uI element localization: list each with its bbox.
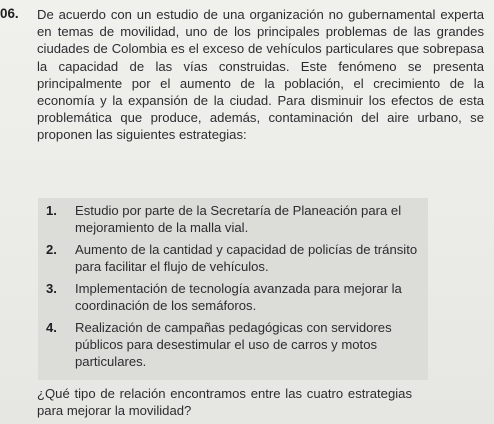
strategy-text: Aumento de la cantidad y capacidad de policías de tránsito para facilitar el flujo de vehículos.	[75, 242, 418, 274]
strategy-text: Realización de campañas pedagógicas con servidores públicos para desestimular el uso de carros y motos particulares.	[75, 320, 392, 369]
strategy-item	[38, 281, 428, 315]
strategy-number: 2.	[46, 242, 57, 257]
strategy-text: Implementación de tecnología avanzada para mejorar la coordinación de los semáforos.	[75, 281, 402, 313]
strategy-number: 3.	[46, 281, 57, 296]
strategy-number: 4.	[46, 320, 57, 335]
strategy-item	[38, 242, 428, 276]
strategies-list	[38, 198, 428, 380]
question-prompt: ¿Qué tipo de relación encontramos entre las cuatro estrategias para mejorar la movilidad?	[37, 386, 412, 418]
question-number: 06.	[0, 6, 19, 21]
strategy-item	[38, 320, 428, 370]
strategy-item	[38, 203, 428, 237]
question-stem: De acuerdo con un estudio de una organización no gubernamental experta en temas de movilidad, uno de los principales problemas de las grandes ciudades de Colombia es el exceso de vehículos particulares que sobrepasa la capacidad de las vías construidas. Este fenómeno se presenta principalmente por el aumento de la población, el crecimiento de la economía y la expansión de la ciudad. Para disminuir los efectos de esta problemática que produce, además, contaminación del aire urbano, se proponen las siguientes estrategias:	[37, 7, 484, 143]
strategy-text: Estudio por parte de la Secretaría de Planeación para el mejoramiento de la malla vial.	[75, 203, 402, 235]
strategy-number: 1.	[46, 203, 57, 218]
